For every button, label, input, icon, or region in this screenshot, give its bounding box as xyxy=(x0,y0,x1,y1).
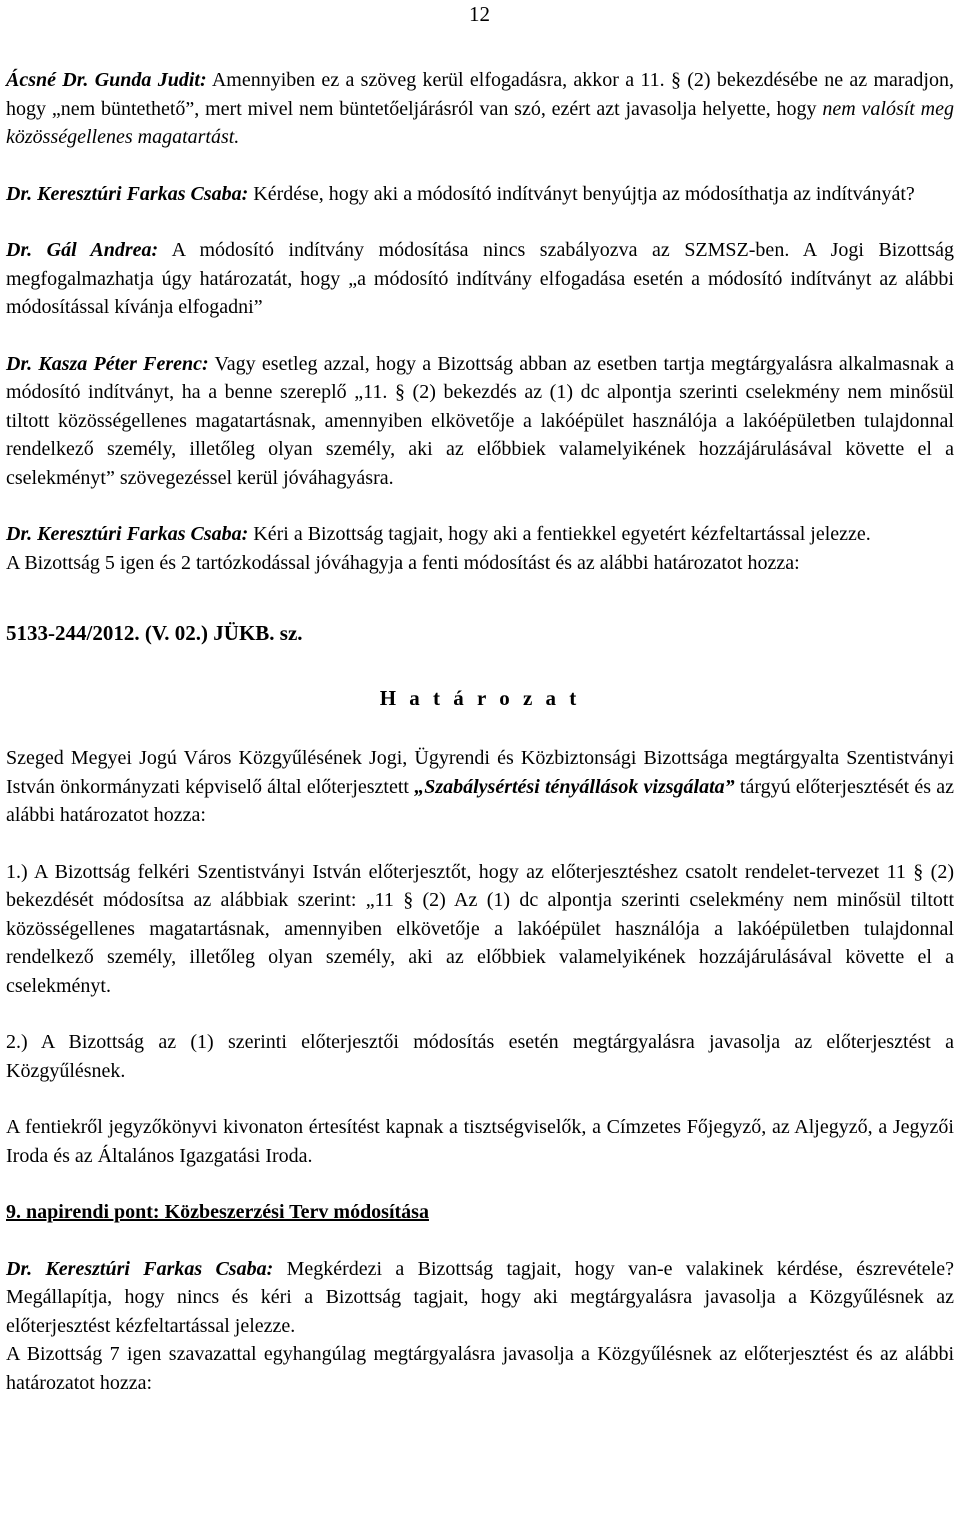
speaker-name: Dr. Kasza Péter Ferenc: xyxy=(6,352,209,375)
paragraph-text: Amennyiben ez a szöveg kerül elfogadásra, akkor a 11. § (2) bekezdésébe ne az maradjon, hogy „nem büntethető”, mert mivel nem büntetőeljárásról van szó, ezért azt javasolja helyette, hogy xyxy=(6,69,954,120)
paragraph-kereszturi-2 xyxy=(6,520,954,549)
paragraph-text: tárgyú előterjesztését és az alábbi határozatot hozza: xyxy=(6,775,954,826)
paragraph-resolution-intro xyxy=(6,744,954,830)
paragraph-text: A módosító indítvány módosítása nincs szabályozva az SZMSZ-ben. A Jogi Bizottság megfogalmazhatja úgy határozatát, hogy „a módosító indítvány elfogadása esetén a módosító indítványt az alábbi módosítással kívánja elfogadni” xyxy=(6,239,955,318)
paragraph-text: Megkérdezi a Bizottság tagjait, hogy van-e valakinek kérdése, észrevétele? Megállapítja, hogy nincs és kéri a Bizottság tagjait, hogy aki megtárgyalásra javasolja a Közgyűlésnek az előterjesztést kézfeltartással jelezze. xyxy=(6,1257,954,1337)
resolution-point-2: 2.) A Bizottság az (1) szerinti előterjesztői módosítás esetén megtárgyalásra javasolja az előterjesztést a Közgyűlésnek. xyxy=(6,1031,954,1082)
decision-number: 5133-244/2012. (V. 02.) JÜKB. sz. xyxy=(6,621,303,645)
paragraph-kasza xyxy=(6,350,954,493)
paragraph-text: Kérdése, hogy aki a módosító indítványt benyújtja az módosíthatja az indítványát? xyxy=(248,182,915,205)
paragraph-kereszturi-1 xyxy=(6,180,954,209)
paragraph-text: Szeged Megyei Jogú Város Közgyűlésének Jogi, Ügyrendi és Közbiztonsági Bizottsága megtárgyalta Szentistványi István önkormányzati képviselő által előterjesztett xyxy=(6,747,954,798)
resolution-point-1: 1.) A Bizottság felkéri Szentistványi István előterjesztőt, hogy az előterjesztéshez csatolt rendelet-tervezet 11 § (2) bekezdését módosítsa az alábbiak szerint: „11 § (2) Az (1) dc alpontja szerinti cselekmény nem minősül tiltott közösségellenes magatartásnak, amennyiben elkövetője a lakóépület használója a lakóépületben tulajdonnal rendelkező személy, illetőleg olyan személy, aki az előbbiek valamelyikének hozzájárulásával követte el a cselekményt. xyxy=(6,860,954,997)
paragraph-text: Vagy esetleg azzal, hogy a Bizottság abban az esetben tartja megtárgyalásra alkalmasnak a módosító indítványt, ha a benne szereplő „11. § (2) bekezdés az (1) dc alpontja szerinti cselekmény nem minősül tiltott közösségellenes magatartásnak, amennyiben elkövetője a lakóépület használója a lakóépületben tulajdonnal rendelkező személy, illetőleg olyan személy, aki az előbbiek valamelyikének hozzájárulásával követte el a cselekményt” szövegezéssel kerül jóváhagyásra. xyxy=(6,352,954,489)
paragraph-vote-2: A Bizottság 7 igen szavazattal egyhangúlag megtárgyalásra javasolja a Közgyűlésnek az előterjesztést és az alábbi határozatot hozza: xyxy=(6,1343,954,1394)
paragraph-text: Kéri a Bizottság tagjait, hogy aki a fentiekkel egyetért kézfeltartással jelezze. xyxy=(248,523,871,545)
speaker-name: Dr. Keresztúri Farkas Csaba: xyxy=(6,523,249,545)
proposal-title: „Szabálysértési tényállások vizsgálata” xyxy=(414,775,735,798)
speaker-name: Dr. Gál Andrea: xyxy=(6,239,159,261)
document-body xyxy=(6,66,954,1397)
agenda-heading: 9. napirendi pont: Közbeszerzési Terv módosítása xyxy=(6,1201,429,1223)
paragraph-gal xyxy=(6,236,954,322)
page-number: 12 xyxy=(469,2,490,26)
speaker-name: Dr. Keresztúri Farkas Csaba: xyxy=(6,1257,274,1280)
paragraph-vote-1: A Bizottság 5 igen és 2 tartózkodással jóváhagyja a fenti módosítást és az alábbi határozatot hozza: xyxy=(6,551,800,574)
speaker-name: Ácsné Dr. Gunda Judit: xyxy=(6,69,207,91)
speaker-name: Dr. Keresztúri Farkas Csaba: xyxy=(6,182,249,205)
paragraph-kereszturi-3 xyxy=(6,1255,954,1341)
emphasized-text: nem valósít meg közösségellenes magatartást. xyxy=(6,97,954,148)
decision-heading: H a t á r o z a t xyxy=(379,685,581,710)
paragraph-gunda xyxy=(6,66,954,152)
paragraph-notification: A fentiekről jegyzőkönyvi kivonaton értesítést kapnak a tisztségviselők, a Címzetes Főjegyző, az Aljegyző, a Jegyzői Iroda és az Általános Igazgatási Iroda. xyxy=(6,1116,954,1167)
